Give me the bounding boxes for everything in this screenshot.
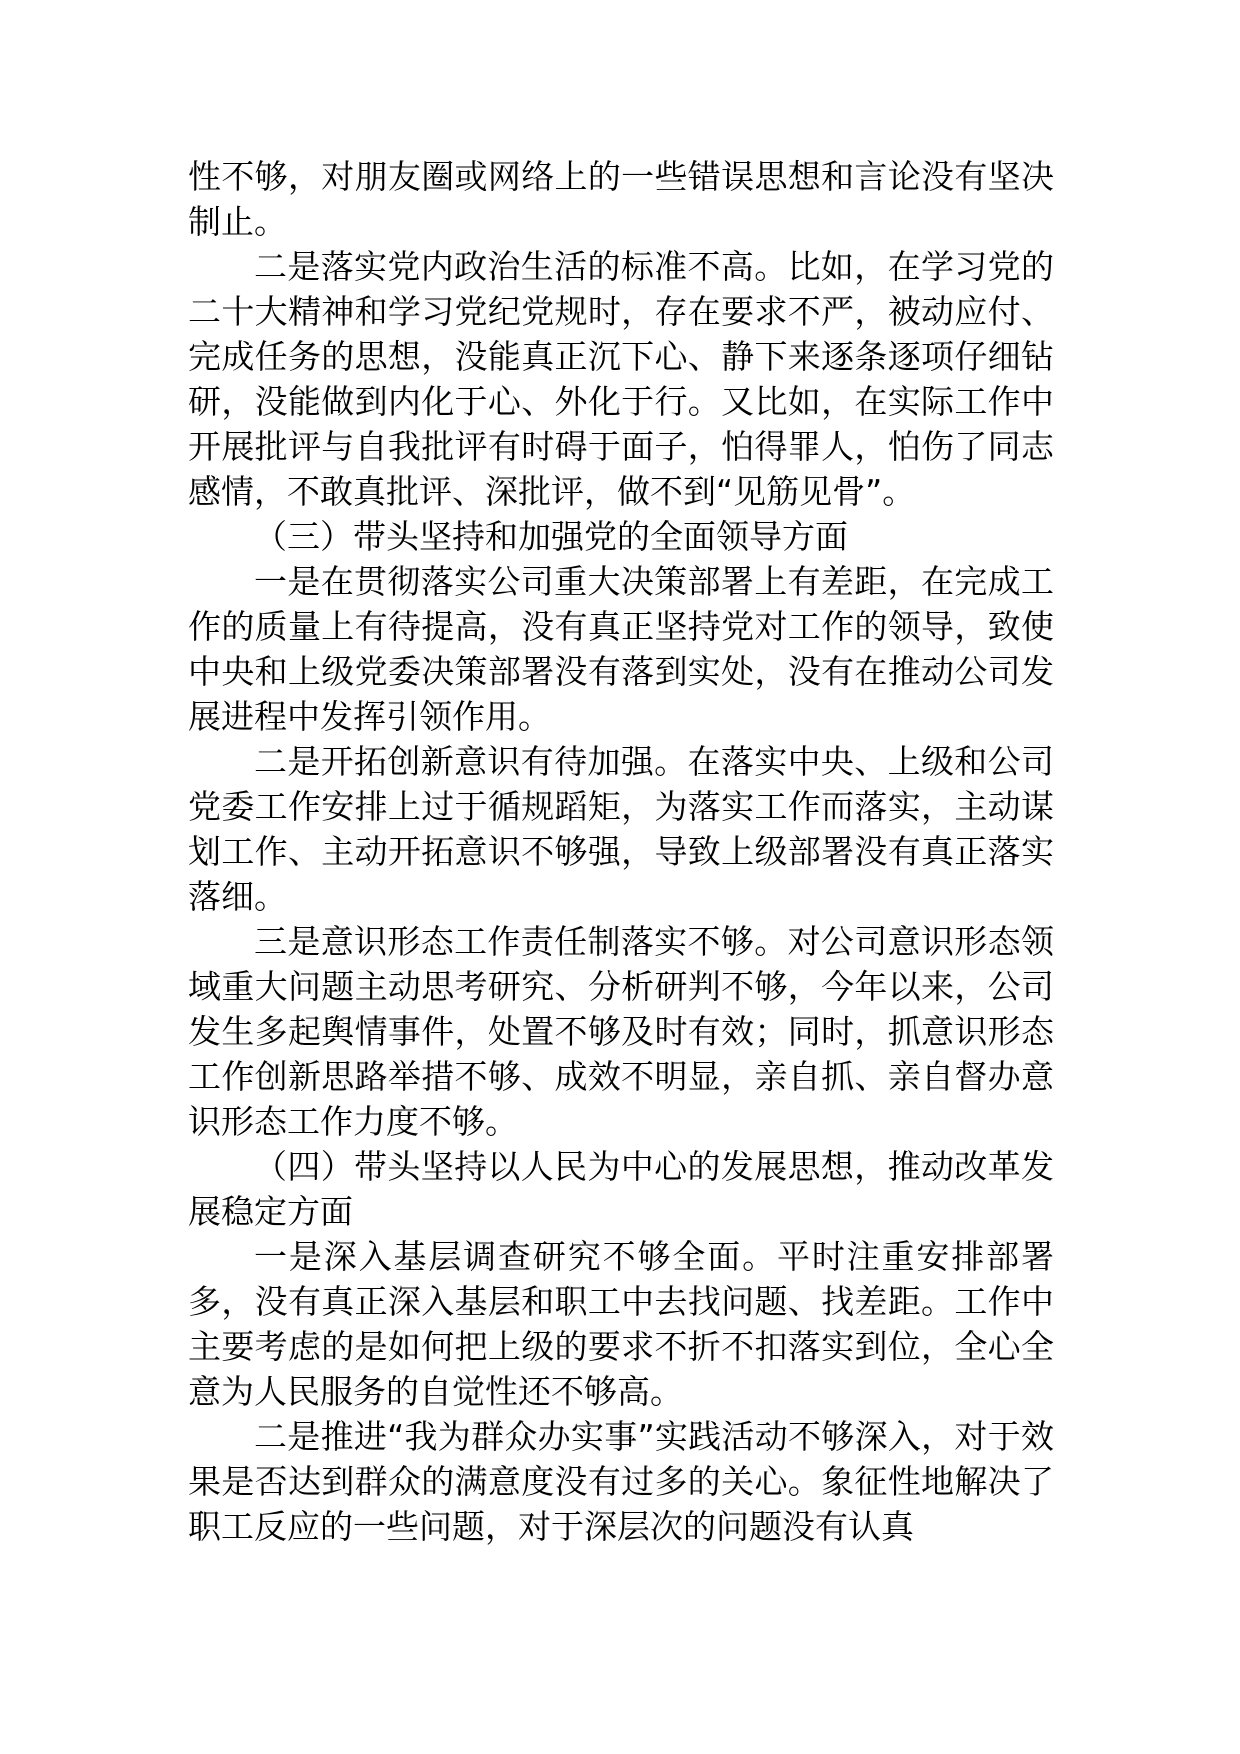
section-heading-3: （三）带头坚持和加强党的全面领导方面 xyxy=(254,517,848,556)
paragraph-practical-matters: 二是推进“我为群众办实事”实践活动不够深入，对于效果是否达到群众的满意度没有过多的关心。象征性地解决了职工反应的一些问题，对于深层次的问题没有认真 xyxy=(188,1417,1054,1546)
paragraph-innovation: 二是开拓创新意识有待加强。在落实中央、上级和公司党委工作安排上过于循规蹈矩，为落实工作而落实，主动谋划工作、主动开拓意识不够强，导致上级部署没有真正落实落细。 xyxy=(188,742,1054,916)
paragraph-ideology: 三是意识形态工作责任制落实不够。对公司意识形态领域重大问题主动思考研究、分析研判不够，今年以来，公司发生多起舆情事件，处置不够及时有效；同时，抓意识形态工作创新思路举措不够、成效不明显，亲自抓、亲自督办意识形态工作力度不够。 xyxy=(188,922,1054,1141)
paragraph-political-life: 二是落实党内政治生活的标准不高。比如，在学习党的二十大精神和学习党纪党规时，存在要求不严，被动应付、完成任务的思想，没能真正沉下心、静下来逐条逐项仔细钻研，没能做到内化于心、外化于行。又比如，在实际工作中开展批评与自我批评有时碍于面子，怕得罪人，怕伤了同志感情，不敢真批评、深批评，做不到“见筋见骨”。 xyxy=(188,247,1054,511)
document-body xyxy=(188,154,1054,1549)
paragraph-grassroots-research: 一是深入基层调查研究不够全面。平时注重安排部署多，没有真正深入基层和职工中去找问题、找差距。工作中主要考虑的是如何把上级的要求不折不扣落实到位，全心全意为人民服务的自觉性还不够高。 xyxy=(188,1237,1054,1411)
paragraph-continuation: 性不够，对朋友圈或网络上的一些错误思想和言论没有坚决制止。 xyxy=(188,157,1054,241)
section-heading-4: （四）带头坚持以人民为中心的发展思想，推动改革发展稳定方面 xyxy=(188,1147,1054,1231)
paragraph-decision-implementation: 一是在贯彻落实公司重大决策部署上有差距，在完成工作的质量上有待提高，没有真正坚持党对工作的领导，致使中央和上级党委决策部署没有落到实处，没有在推动公司发展进程中发挥引领作用。 xyxy=(188,562,1054,736)
